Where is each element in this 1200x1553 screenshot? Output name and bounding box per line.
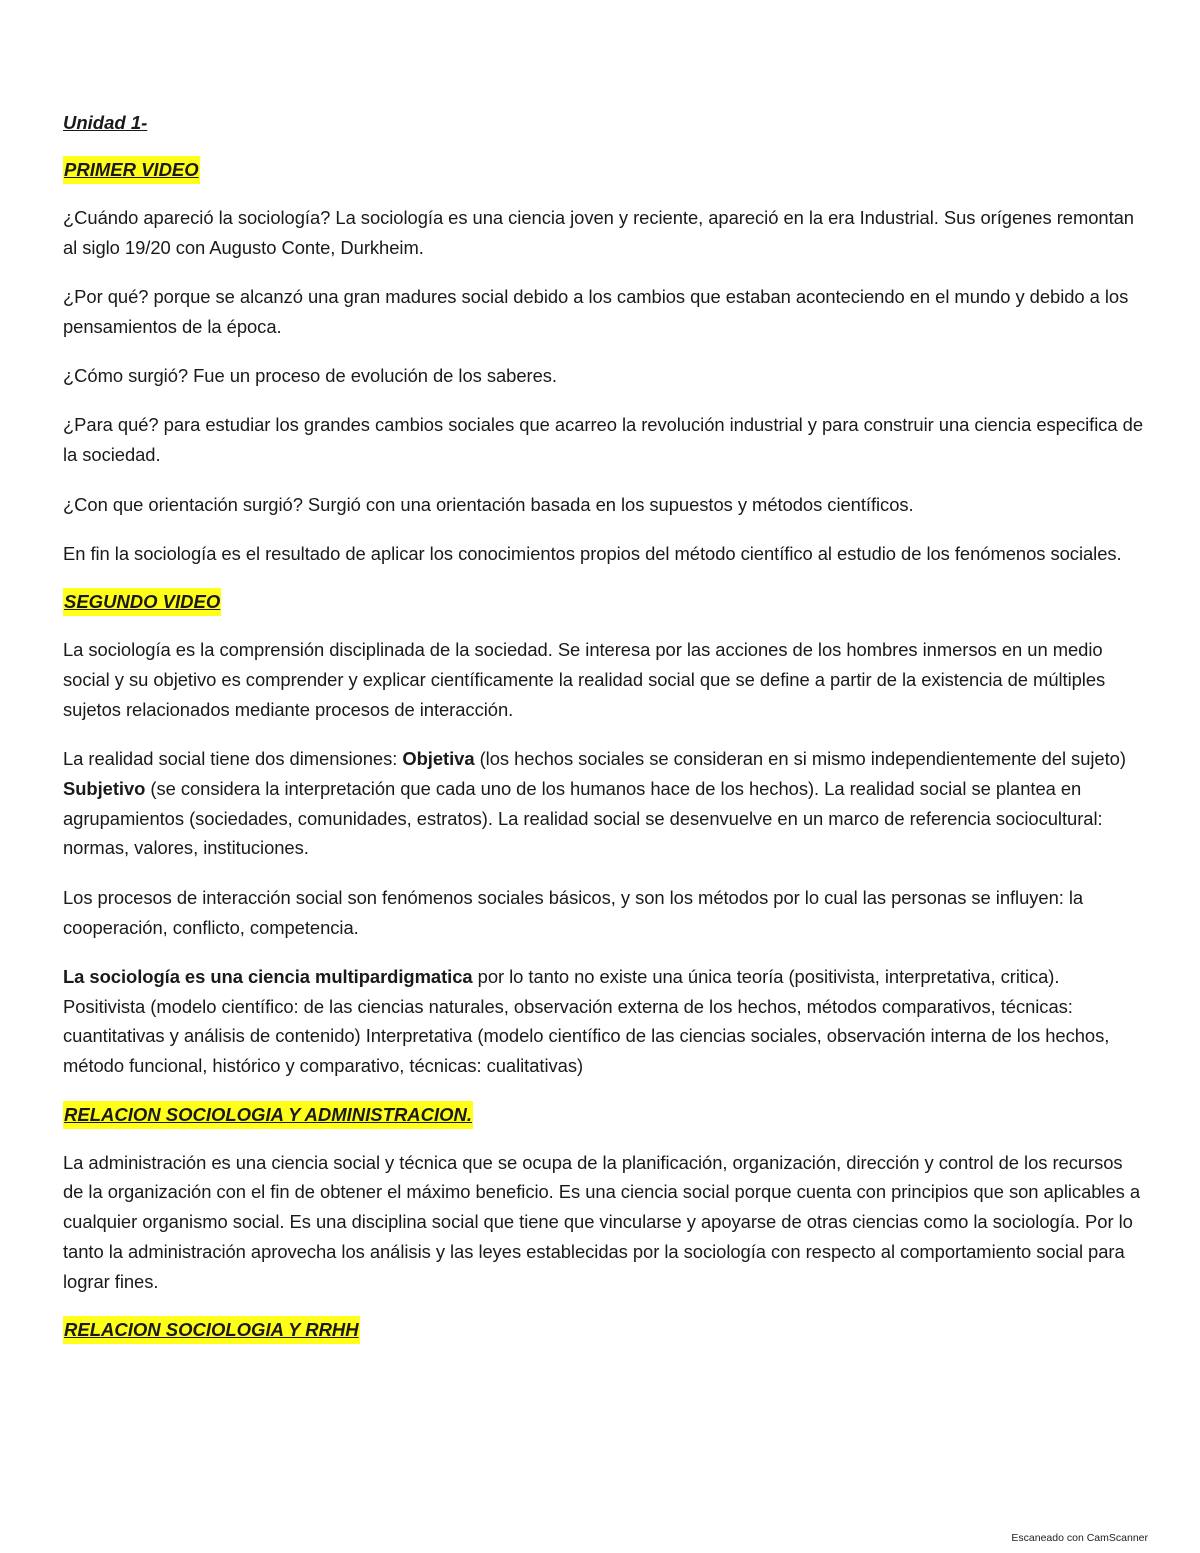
paragraph-multiparadigmatica [63,962,1143,1081]
text-run: por lo tanto no existe una única teoría (positivista, interpretativa, critica). Positivista (modelo científico: de las ciencias naturales, observación externa de los hechos, métodos comparativos, técnicas: cuantitativas y análisis de contenido) Interpretativa (modelo científico de las ciencias sociales, observación interna de los hechos, método funcional, histórico y comparativo, técnicas: cualitativas) [63,965,1110,1077]
section-heading-relacion-administracion: RELACION SOCIOLOGIA Y ADMINISTRACION. [63,1101,473,1129]
section-heading-relacion-rrhh: RELACION SOCIOLOGIA Y RRHH [63,1316,360,1344]
paragraph-dimensions [63,744,1143,863]
paragraph: En fin la sociología es el resultado de aplicar los conocimientos propios del método científico al estudio de los fenómenos sociales. [63,542,1122,564]
document-title: Unidad 1- [63,112,148,133]
paragraph: ¿Cómo surgió? Fue un proceso de evolución de los saberes. [63,365,557,387]
paragraph: ¿Para qué? para estudiar los grandes cambios sociales que acarreo la revolución industrial y para construir una ciencia especifica de la sociedad. [63,414,1144,466]
section-heading-primer-video: PRIMER VIDEO [63,156,200,184]
section-relacion-rrhh-heading-wrap [63,1316,1143,1347]
bold-term-subjetivo: Subjetivo [63,777,146,799]
paragraph: ¿Cuándo apareció la sociología? La sociología es una ciencia joven y reciente, apareció en la era Industrial. Sus orígenes remontan al siglo 19/20 con Augusto Conte, Durkheim. [63,207,1134,258]
document-page [63,108,1143,1363]
bold-term-objetiva: Objetiva [402,748,475,770]
text-run: La realidad social tiene dos dimensiones: [63,748,403,770]
text-run: (los hechos sociales se consideran en si mismo independientemente del sujeto) [474,748,1126,770]
bold-statement: La sociología es una ciencia multipardigmatica [63,965,473,987]
paragraph: ¿Por qué? porque se alcanzó una gran madures social debido a los cambios que estaban aconteciendo en el mundo y debido a los pensamientos de la época. [63,286,1129,337]
section-heading-segundo-video: SEGUNDO VIDEO [63,588,221,616]
section-segundo-video-heading-wrap [63,588,1143,619]
scanner-watermark: Escaneado con CamScanner [1011,1532,1148,1544]
paragraph: La sociología es la comprensión disciplinada de la sociedad. Se interesa por las acciones de los hombres inmersos en un medio social y su objetivo es comprender y explicar científicamente la realidad social que se define a partir de la existencia de múltiples sujetos relacionados mediante procesos de interacción. [63,639,1106,720]
text-run: (se considera la interpretación que cada uno de los humanos hace de los hechos). La realidad social se plantea en agrupamientos (sociedades, comunidades, estratos). La realidad social se desenvuelve en un marco de referencia sociocultural: normas, valores, instituciones. [63,777,1103,859]
paragraph: Los procesos de interacción social son fenómenos sociales básicos, y son los métodos por lo cual las personas se influyen: la cooperación, conflicto, competencia. [63,886,1084,938]
paragraph: La administración es una ciencia social y técnica que se ocupa de la planificación, organización, dirección y control de los recursos de la organización con el fin de obtener el máximo beneficio. Es una ciencia social porque cuenta con principios que son aplicables a cualquier organismo social. Es una disciplina social que tiene que vincularse y apoyarse de otras ciencias como la sociología. Por lo tanto la administración aprovecha los análisis y las leyes establecidas por la sociología con respecto al comportamiento social para lograr fines. [63,1151,1141,1292]
paragraph: ¿Con que orientación surgió? Surgió con una orientación basada en los supuestos y métodos científicos. [63,493,914,515]
section-relacion-admin-heading-wrap [63,1101,1143,1132]
section-primer-video-heading-wrap [63,156,1143,187]
